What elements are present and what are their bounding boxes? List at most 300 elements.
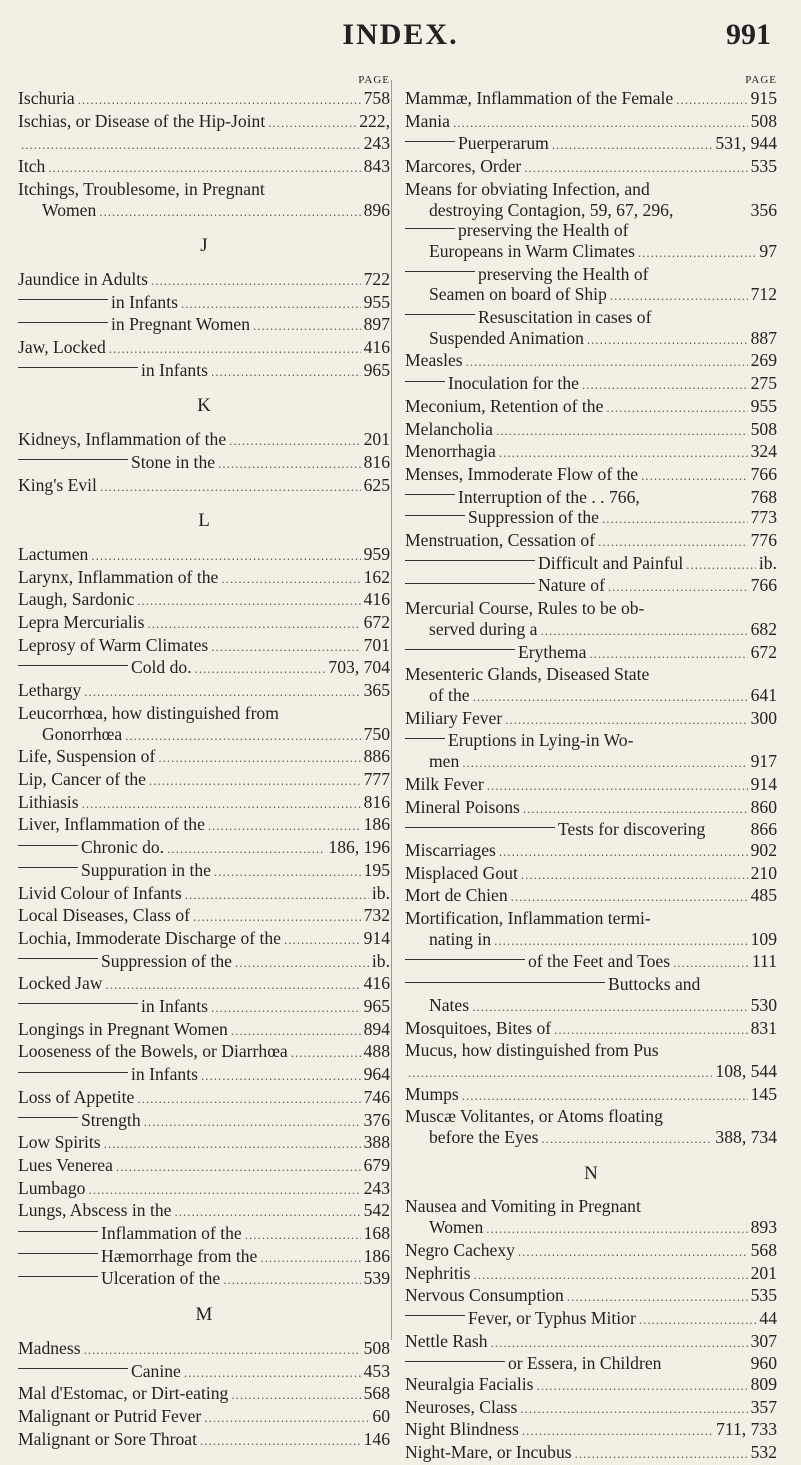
dot-leader xyxy=(84,682,360,703)
entry-page-ref: 201 xyxy=(363,429,390,450)
entry-term-text: King's Evil xyxy=(18,474,97,495)
index-entry xyxy=(18,724,390,747)
index-entry xyxy=(18,567,390,590)
entry-term-text: Lip, Cancer of the xyxy=(18,768,146,789)
dot-leader xyxy=(235,953,369,974)
entry-page-ref: 809 xyxy=(750,1374,777,1395)
index-entry xyxy=(18,452,390,475)
index-entry xyxy=(405,179,777,200)
section-letter-j: J xyxy=(200,235,208,257)
dot-leader xyxy=(639,1310,757,1331)
entry-term-text: Miliary Fever xyxy=(405,707,503,728)
section-letter-n: N xyxy=(584,1162,598,1184)
index-entry xyxy=(405,708,777,731)
entry-term-text: Lungs, Abscess in the xyxy=(18,1200,172,1221)
index-entry xyxy=(405,350,777,373)
entry-page-ref: 416 xyxy=(363,589,390,610)
index-entry xyxy=(18,1361,390,1384)
entry-term xyxy=(18,1155,113,1176)
entry-term-text: Neuralgia Facialis xyxy=(405,1374,534,1395)
index-entry xyxy=(405,575,777,598)
entry-term-text: Negro Cachexy xyxy=(405,1239,515,1260)
index-entry xyxy=(18,837,390,860)
entry-page-ref: 887 xyxy=(750,327,777,348)
dot-leader xyxy=(158,748,360,769)
entry-term-text: Marcores, Order xyxy=(405,156,522,177)
entry-group xyxy=(405,88,777,1150)
index-entry xyxy=(405,1084,777,1107)
entry-term xyxy=(405,730,633,751)
entry-term xyxy=(18,589,134,610)
entry-term xyxy=(18,314,250,335)
entry-term-text: Leucorrhœa, how distinguished from xyxy=(18,702,279,723)
running-title: INDEX. xyxy=(342,18,459,51)
entry-term-text: Nates xyxy=(429,994,470,1015)
index-entry xyxy=(18,1155,390,1178)
entry-term-text: Ischuria xyxy=(18,88,75,108)
entry-page-ref: 965 xyxy=(363,359,390,380)
index-entry xyxy=(18,360,390,383)
entry-term-text: Suspended Animation xyxy=(429,327,584,348)
dot-leader xyxy=(610,286,748,307)
entry-term xyxy=(405,995,469,1016)
entry-page-ref: 186, 196 xyxy=(328,837,390,858)
dot-leader xyxy=(473,1265,747,1286)
ditto-rule xyxy=(405,1361,505,1362)
entry-page-ref: 416 xyxy=(363,337,390,358)
entry-page-ref: 758 xyxy=(363,88,390,108)
index-entry xyxy=(18,928,390,951)
entry-page-ref: 893 xyxy=(750,1217,777,1238)
dot-leader xyxy=(211,637,360,658)
entry-term-text: Suppuration in the xyxy=(81,859,211,880)
ditto-rule xyxy=(405,515,465,516)
index-entry xyxy=(18,544,390,567)
entry-term xyxy=(18,905,190,926)
entry-term xyxy=(18,475,97,496)
entry-term-text: or Essera, in Children xyxy=(508,1353,662,1374)
entry-term xyxy=(405,156,521,177)
entry-term xyxy=(18,1361,181,1382)
dot-leader xyxy=(567,1287,748,1308)
dot-leader xyxy=(208,816,361,837)
entry-term-text: Leprosy of Warm Climates xyxy=(18,634,209,655)
dot-leader xyxy=(472,997,748,1018)
entry-term xyxy=(405,1217,483,1238)
entry-term-text: Suppression of the xyxy=(101,950,232,971)
dot-leader xyxy=(524,158,747,179)
index-entry xyxy=(405,840,777,863)
dot-leader xyxy=(575,1444,748,1465)
entry-term-text: Lues Venerea xyxy=(18,1154,113,1175)
entry-term xyxy=(18,996,208,1017)
index-entry xyxy=(405,1018,777,1041)
index-entry xyxy=(405,885,777,908)
ditto-rule xyxy=(18,322,108,323)
dot-leader xyxy=(260,1248,360,1269)
entry-term-text: Lochia, Immoderate Discharge of the xyxy=(18,927,281,948)
entry-term-text: of the xyxy=(429,684,470,705)
index-entry xyxy=(405,1419,777,1442)
entry-term-text: Misplaced Gout xyxy=(405,862,518,883)
entry-page-ref: 896 xyxy=(363,199,390,220)
entry-term-text: Stone in the xyxy=(131,451,216,472)
entry-term-text: Mortification, Inflammation termi- xyxy=(405,908,651,929)
entry-page-ref: 816 xyxy=(363,451,390,472)
entry-term-text: Europeans in Warm Climates xyxy=(429,240,635,261)
entry-term xyxy=(405,396,603,417)
ditto-rule xyxy=(405,141,455,142)
entry-group xyxy=(18,1338,390,1452)
entry-term xyxy=(18,1200,171,1221)
index-entry xyxy=(405,1061,777,1084)
entry-term xyxy=(18,1246,257,1267)
entry-term-text: Lethargy xyxy=(18,680,82,701)
entry-page-ref: 530 xyxy=(750,994,777,1015)
index-entry xyxy=(18,589,390,612)
ditto-rule xyxy=(18,459,128,460)
entry-page-ref: 750 xyxy=(363,723,390,744)
entry-term-text: Mineral Poisons xyxy=(405,796,520,817)
entry-term-text: men xyxy=(429,751,460,772)
entry-term xyxy=(405,441,496,462)
entry-term xyxy=(18,635,208,656)
entry-term-text: preserving the Health of xyxy=(458,220,629,241)
entry-page-ref: 732 xyxy=(363,905,390,926)
index-entry xyxy=(405,373,777,396)
index-entry xyxy=(405,642,777,665)
index-entry xyxy=(405,1040,777,1061)
index-entry xyxy=(18,1200,390,1223)
dot-leader xyxy=(511,887,748,908)
entry-page-ref: 300 xyxy=(750,707,777,728)
dot-leader xyxy=(408,1063,712,1084)
index-entry xyxy=(18,156,390,179)
entry-page-ref: 388, 734 xyxy=(715,1127,777,1148)
entry-page-ref: 365 xyxy=(363,680,390,701)
dot-leader xyxy=(223,1270,360,1291)
index-entry xyxy=(405,995,777,1018)
dot-leader xyxy=(181,294,361,315)
entry-term-text: Fever, or Typhus Mitior xyxy=(468,1307,636,1328)
entry-term-text: Longings in Pregnant Women xyxy=(18,1018,228,1039)
entry-term xyxy=(405,1374,533,1395)
entry-page-ref: 722 xyxy=(363,268,390,289)
entry-page-ref: 97 xyxy=(759,240,777,261)
entry-term xyxy=(18,860,211,881)
dot-leader xyxy=(149,771,361,792)
entry-term-text: Mucus, how distinguished from Pus xyxy=(405,1040,659,1061)
dot-leader xyxy=(499,842,748,863)
index-entry xyxy=(18,475,390,498)
index-entry xyxy=(18,612,390,635)
entry-page-ref: 201 xyxy=(750,1262,777,1283)
entry-page-ref: 485 xyxy=(750,885,777,906)
dot-leader xyxy=(253,316,361,337)
entry-term-text: Buttocks and xyxy=(608,974,701,995)
entry-page-ref: 711, 733 xyxy=(716,1419,777,1440)
ditto-rule xyxy=(405,271,475,272)
index-entry xyxy=(18,951,390,974)
dot-leader xyxy=(137,591,360,612)
entry-term xyxy=(18,337,106,358)
index-entry xyxy=(405,619,777,642)
entry-term-text: Mort de Chien xyxy=(405,885,508,906)
dot-leader xyxy=(608,577,748,598)
entry-page-ref: 60 xyxy=(372,1405,390,1426)
entry-page-ref: 168 xyxy=(363,1223,390,1244)
index-entry xyxy=(18,1110,390,1133)
index-entry xyxy=(405,1442,777,1465)
dot-leader xyxy=(587,330,748,351)
entry-term xyxy=(405,885,508,906)
entry-page-ref: 766 xyxy=(750,463,777,484)
dot-leader xyxy=(144,1112,361,1133)
index-entry xyxy=(405,328,777,351)
dot-leader xyxy=(231,1385,360,1406)
index-entry xyxy=(18,269,390,292)
entry-term-text: Lactumen xyxy=(18,543,89,564)
dot-leader xyxy=(82,794,361,815)
dot-leader xyxy=(486,1219,747,1240)
entry-page-ref: 965 xyxy=(363,996,390,1017)
index-entry xyxy=(405,1353,777,1374)
ditto-rule xyxy=(18,1072,128,1073)
entry-term xyxy=(405,598,644,619)
index-entry xyxy=(405,1308,777,1331)
index-entry xyxy=(405,730,777,751)
index-entry xyxy=(405,507,777,530)
dot-leader xyxy=(520,1399,747,1420)
dot-leader xyxy=(99,202,360,223)
entry-page-ref: 894 xyxy=(363,1018,390,1039)
entry-term xyxy=(18,269,148,290)
index-entry xyxy=(405,1196,777,1217)
entry-term-text: Local Diseases, Class of xyxy=(18,905,190,926)
dot-leader xyxy=(487,776,748,797)
entry-term-text: in Infants xyxy=(111,291,178,312)
index-entry xyxy=(18,703,390,724)
index-entry xyxy=(405,464,777,487)
dot-leader xyxy=(641,466,748,487)
entry-term-text: Meconium, Retention of the xyxy=(405,395,604,416)
entry-term-text: of the Feet and Toes xyxy=(528,951,671,972)
dot-leader xyxy=(21,135,361,156)
index-entry xyxy=(18,905,390,928)
entry-page-ref: 186 xyxy=(363,1245,390,1266)
entry-term-text: Menstruation, Cessation of xyxy=(405,530,596,551)
entry-page-ref: 539 xyxy=(363,1268,390,1289)
dot-leader xyxy=(291,1043,361,1064)
entry-term xyxy=(405,575,605,596)
entry-term-text: Kidneys, Inflammation of the xyxy=(18,429,227,450)
entry-page-ref: 964 xyxy=(363,1064,390,1085)
entry-term xyxy=(405,1106,663,1127)
entry-term-text: in Pregnant Women xyxy=(111,314,250,335)
index-entry xyxy=(18,1087,390,1110)
index-entry xyxy=(405,1263,777,1286)
dot-leader xyxy=(221,569,360,590)
index-entry xyxy=(18,1041,390,1064)
entry-page-ref: 816 xyxy=(363,791,390,812)
ditto-rule xyxy=(18,845,78,846)
entry-term-text: Mania xyxy=(405,110,450,131)
entry-page-ref: 269 xyxy=(750,350,777,371)
index-entry xyxy=(405,1397,777,1420)
entry-term-text: Women xyxy=(42,199,97,220)
entry-page-ref: 488 xyxy=(363,1041,390,1062)
entry-page-ref: ib. xyxy=(758,552,777,573)
entry-term xyxy=(405,1040,659,1061)
entry-group xyxy=(18,88,390,222)
index-entry xyxy=(18,1223,390,1246)
entry-page-ref: 831 xyxy=(750,1017,777,1038)
entry-term-text: Lepra Mercurialis xyxy=(18,612,145,633)
entry-term-text: Mesenteric Glands, Diseased State xyxy=(405,664,650,685)
entry-term xyxy=(405,863,518,884)
entry-page-ref: 542 xyxy=(363,1200,390,1221)
entry-term xyxy=(405,951,670,972)
entry-term-text: preserving the Health of xyxy=(478,263,649,284)
index-entry xyxy=(405,1374,777,1397)
entry-term xyxy=(18,1087,134,1108)
index-entry xyxy=(405,530,777,553)
entry-term xyxy=(405,1018,551,1039)
dot-leader xyxy=(602,509,748,530)
entry-page-ref: 746 xyxy=(363,1086,390,1107)
entry-term-text: Nephritis xyxy=(405,1262,471,1283)
entry-page-ref: 146 xyxy=(363,1428,390,1449)
index-entry xyxy=(405,863,777,886)
entry-term xyxy=(18,792,79,813)
entry-term xyxy=(405,1127,538,1148)
entry-term-text: nating in xyxy=(429,928,492,949)
entry-page-ref: 416 xyxy=(363,973,390,994)
index-entry xyxy=(405,774,777,797)
entry-term xyxy=(18,1132,101,1153)
entry-page-ref: 914 xyxy=(363,927,390,948)
entry-term xyxy=(405,664,649,685)
entry-term xyxy=(405,619,537,640)
index-entry xyxy=(405,1127,777,1150)
entry-page-ref: 917 xyxy=(750,751,777,772)
entry-term xyxy=(18,680,81,701)
ditto-rule xyxy=(405,738,445,739)
entry-page-ref: 701 xyxy=(363,634,390,655)
dot-leader xyxy=(582,375,748,396)
entry-term xyxy=(18,292,178,313)
index-entry xyxy=(405,1240,777,1263)
entry-term xyxy=(405,1285,564,1306)
entry-term-text: Chronic do. xyxy=(81,837,165,858)
index-entry xyxy=(18,429,390,452)
entry-term xyxy=(18,769,146,790)
entry-page-ref: 915 xyxy=(750,88,777,108)
index-entry xyxy=(18,314,390,337)
dot-leader xyxy=(100,477,361,498)
entry-page-ref: 535 xyxy=(750,156,777,177)
entry-term-text: Looseness of the Bowels, or Diarrhœa xyxy=(18,1041,288,1062)
entry-term xyxy=(405,328,584,349)
entry-page-ref: 453 xyxy=(363,1360,390,1381)
entry-term-text: served during a xyxy=(429,618,538,639)
ditto-rule xyxy=(405,228,455,229)
entry-page-ref: 222, xyxy=(359,110,390,131)
ditto-rule xyxy=(18,367,138,368)
entry-term xyxy=(18,1429,197,1450)
entry-term-text: Neuroses, Class xyxy=(405,1396,518,1417)
entry-term xyxy=(405,1353,661,1374)
ditto-rule xyxy=(18,1368,128,1369)
entry-page-ref: 531, 944 xyxy=(715,133,777,154)
entry-page-ref: 568 xyxy=(363,1383,390,1404)
index-entry xyxy=(405,441,777,464)
dot-leader xyxy=(494,931,748,952)
entry-term-text: Puerperarum xyxy=(458,133,549,154)
index-entry xyxy=(18,1338,390,1361)
entry-page-ref: 535 xyxy=(750,1285,777,1306)
entry-term xyxy=(405,1084,459,1105)
entry-term xyxy=(405,642,586,663)
dot-leader xyxy=(48,158,360,179)
entry-term-text: Hæmorrhage from the xyxy=(101,1245,258,1266)
ditto-rule xyxy=(18,958,98,959)
entry-term xyxy=(18,814,205,835)
entry-term xyxy=(18,928,281,949)
entry-term-text: Mercurial Course, Rules to be ob- xyxy=(405,598,645,619)
entry-term xyxy=(405,507,599,528)
index-entry xyxy=(18,814,390,837)
entry-term xyxy=(18,724,122,745)
index-entry xyxy=(18,1429,390,1452)
left-column xyxy=(18,72,390,1451)
index-entry xyxy=(405,598,777,619)
page-column-label: PAGE xyxy=(745,74,777,86)
entry-page-ref: ib. xyxy=(371,950,390,971)
index-entry xyxy=(18,746,390,769)
entry-page-ref: 768 xyxy=(750,486,777,507)
index-entry xyxy=(18,1178,390,1201)
index-entry xyxy=(405,1217,777,1240)
entry-term xyxy=(405,88,673,109)
entry-term-text: Strength xyxy=(81,1109,141,1130)
entry-page-ref: 641 xyxy=(750,684,777,705)
index-entry xyxy=(18,973,390,996)
dot-leader xyxy=(676,90,747,111)
dot-leader xyxy=(521,865,748,886)
entry-term-text: Canine xyxy=(131,1360,181,1381)
entry-term-text: Jaundice in Adults xyxy=(18,268,148,289)
dot-leader xyxy=(229,431,360,452)
entry-term-text: Laugh, Sardonic xyxy=(18,589,135,610)
dot-leader xyxy=(496,421,748,442)
entry-term-text: Malignant or Sore Throat xyxy=(18,1428,197,1449)
dot-leader xyxy=(284,930,361,951)
entry-term xyxy=(405,1263,470,1284)
entry-term xyxy=(18,88,75,109)
entry-page-ref: 766 xyxy=(750,575,777,596)
entry-term xyxy=(18,883,182,904)
entry-page-ref: 625 xyxy=(363,474,390,495)
ditto-rule xyxy=(405,560,535,561)
entry-term-text: Nervous Consumption xyxy=(405,1285,564,1306)
index-entry xyxy=(18,337,390,360)
dot-leader xyxy=(491,1333,748,1354)
dot-leader xyxy=(91,546,360,567)
entry-term xyxy=(18,1110,141,1131)
entry-term xyxy=(405,751,459,772)
dot-leader xyxy=(552,135,713,156)
